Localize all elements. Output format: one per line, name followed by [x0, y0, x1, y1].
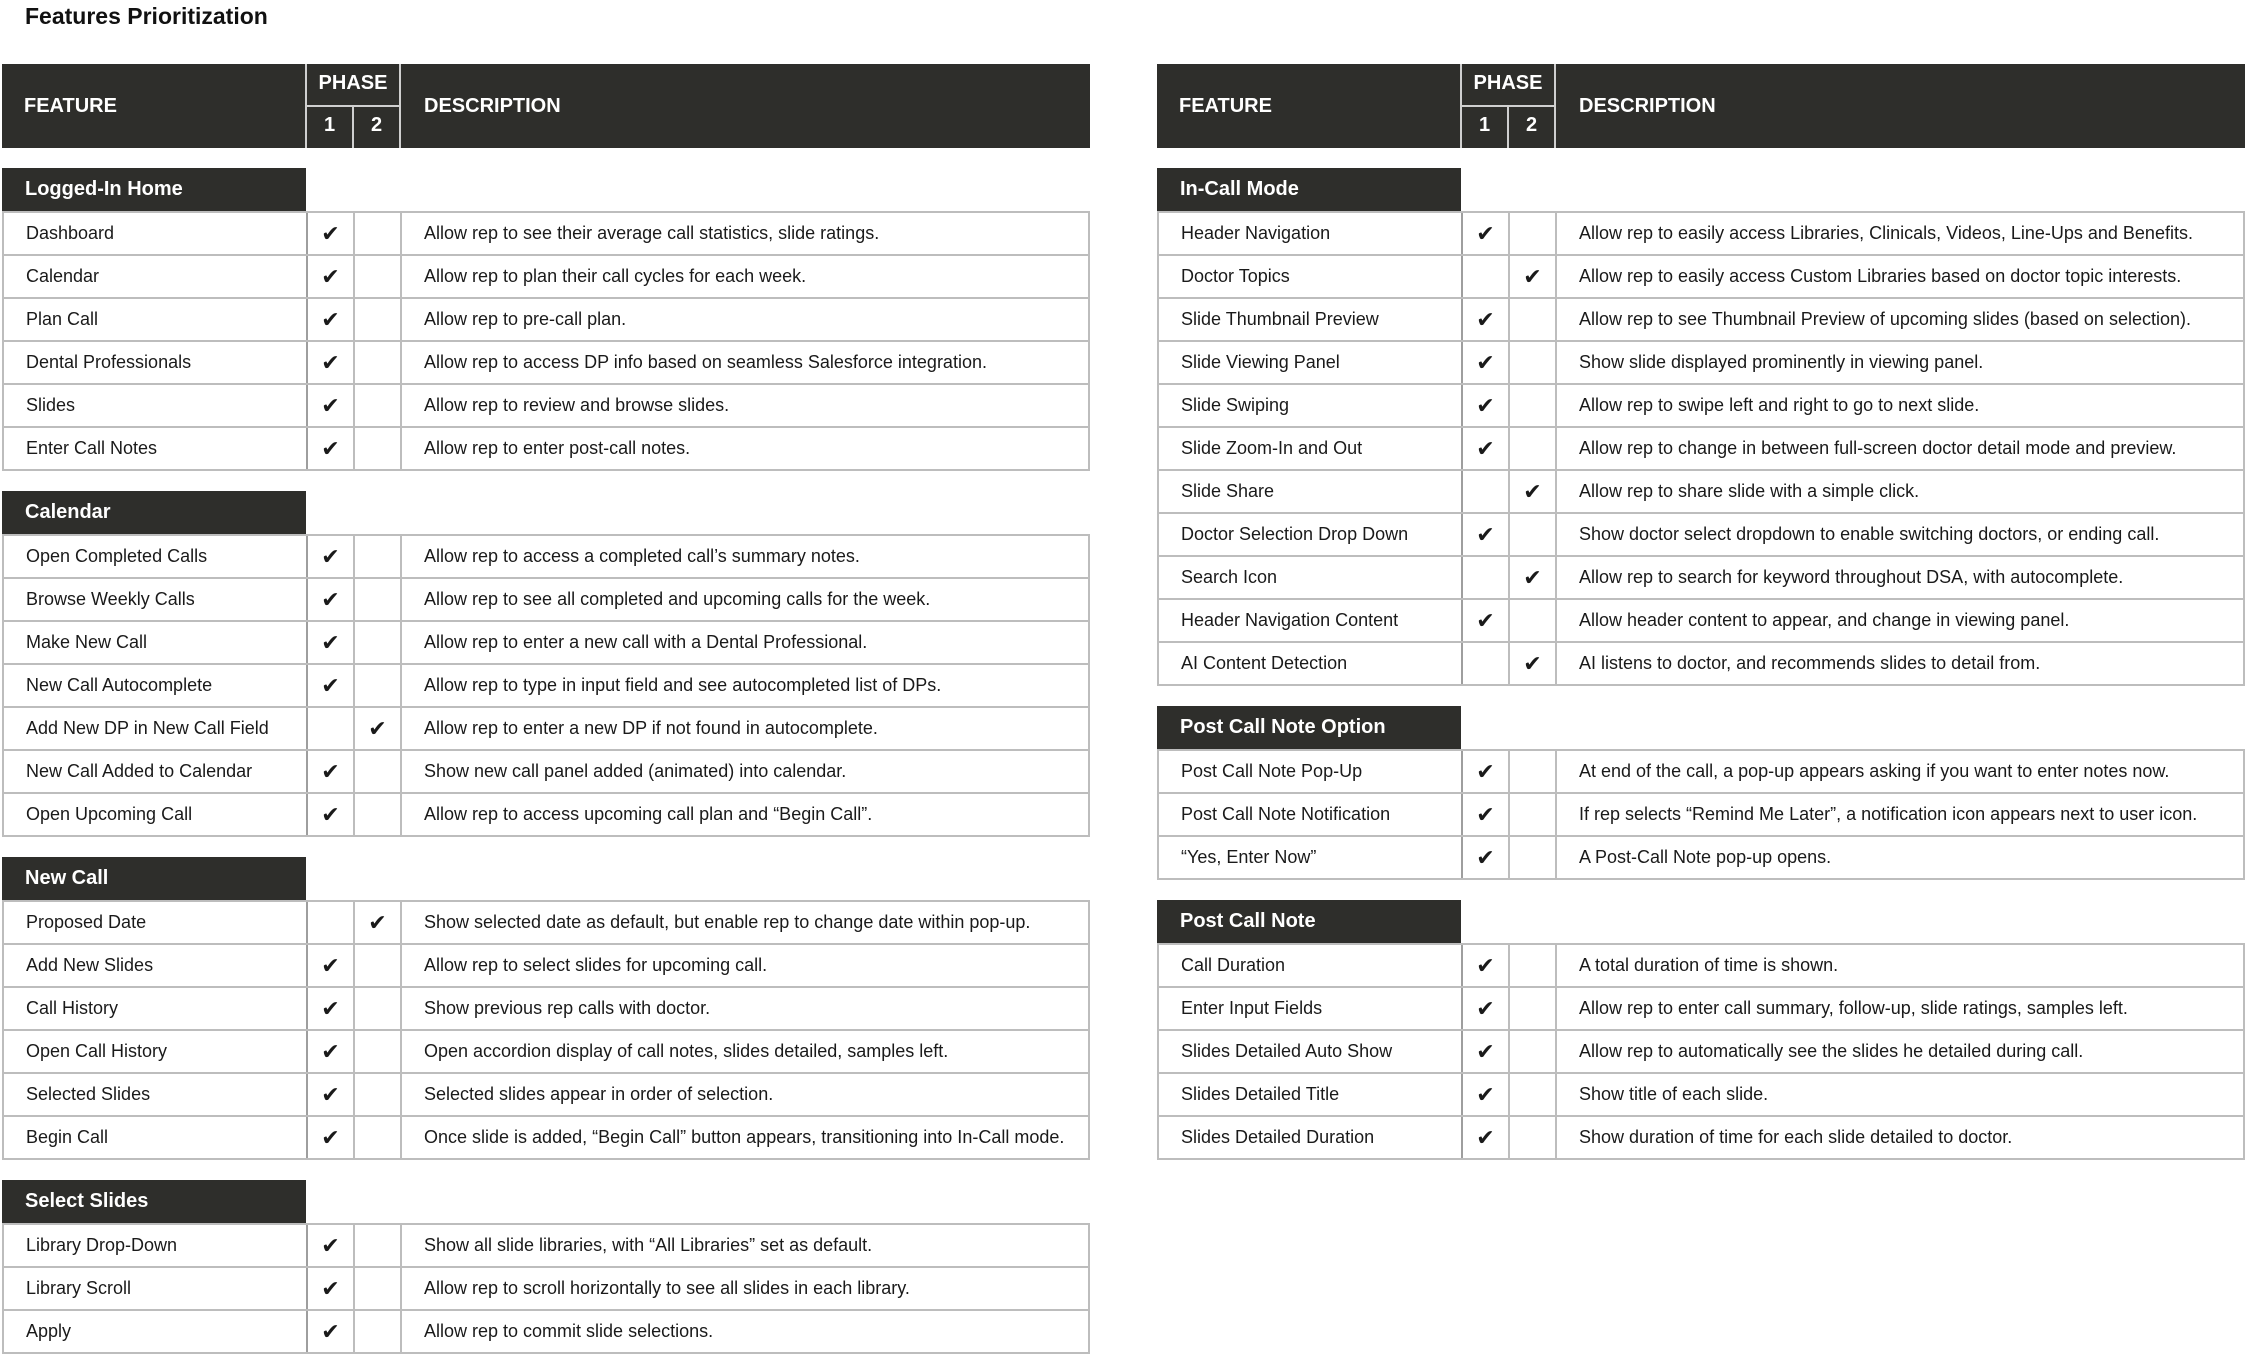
table-row	[1159, 1074, 2243, 1117]
table-row	[4, 213, 1088, 256]
description-cell: Allow header content to appear, and change in viewing panel.	[1579, 610, 2070, 630]
feature-cell: Call Duration	[1159, 945, 1463, 986]
phase-1-check	[1463, 557, 1510, 598]
section-rows	[2, 534, 1090, 837]
phase-2-check	[1510, 1117, 1557, 1158]
phase-1-check: ✔	[1463, 213, 1510, 254]
feature-cell: New Call Autocomplete	[4, 665, 308, 706]
phase-2-check: ✔	[355, 902, 402, 943]
phase-1-check: ✔	[308, 342, 355, 383]
feature-cell: Open Completed Calls	[4, 536, 308, 577]
sections-left	[2, 168, 1090, 1354]
phase-1-check: ✔	[1463, 1031, 1510, 1072]
table-row	[4, 428, 1088, 469]
header-divider	[352, 106, 354, 148]
phase-1-check: ✔	[308, 665, 355, 706]
phase-2-check	[355, 1031, 402, 1072]
phase-1-check	[1463, 471, 1510, 512]
phase-1-check: ✔	[1463, 837, 1510, 878]
feature-cell: Call History	[4, 988, 308, 1029]
table-row	[4, 945, 1088, 988]
table-row	[1159, 299, 2243, 342]
table-row	[4, 665, 1088, 708]
sections-right	[1157, 168, 2245, 1160]
section	[2, 1180, 1090, 1354]
table-row	[1159, 471, 2243, 514]
phase-2-check	[355, 299, 402, 340]
phase-2-check	[355, 1225, 402, 1266]
phase-2-check	[1510, 428, 1557, 469]
header-divider	[1507, 106, 1509, 148]
section	[2, 491, 1090, 837]
description-cell: Show new call panel added (animated) into calendar.	[424, 761, 847, 781]
feature-cell: Header Navigation Content	[1159, 600, 1463, 641]
phase-2-check	[355, 988, 402, 1029]
feature-cell: Slides Detailed Auto Show	[1159, 1031, 1463, 1072]
feature-cell: “Yes, Enter Now”	[1159, 837, 1463, 878]
feature-cell: Make New Call	[4, 622, 308, 663]
description-cell: Allow rep to change in between full-screen doctor detail mode and preview.	[1579, 438, 2177, 458]
description-cell: Allow rep to swipe left and right to go to next slide.	[1579, 395, 1980, 415]
header-description: DESCRIPTION	[424, 95, 561, 117]
table-header	[2, 64, 1090, 148]
phase-2-check: ✔	[355, 708, 402, 749]
section-rows	[2, 900, 1090, 1160]
description-cell: Allow rep to type in input field and see autocompleted list of DPs.	[424, 675, 942, 695]
table-row	[4, 342, 1088, 385]
description-cell: Allow rep to enter a new call with a Dental Professional.	[424, 632, 868, 652]
phase-1-check: ✔	[308, 299, 355, 340]
feature-cell: Slide Thumbnail Preview	[1159, 299, 1463, 340]
description-cell: Allow rep to access a completed call’s summary notes.	[424, 546, 860, 566]
section-rows	[2, 1223, 1090, 1354]
table-row	[4, 256, 1088, 299]
description-cell: Selected slides appear in order of selection.	[424, 1084, 774, 1104]
table-header	[1157, 64, 2245, 148]
phase-2-check: ✔	[1510, 256, 1557, 297]
phase-2-check	[355, 536, 402, 577]
description-cell: Allow rep to automatically see the slides he detailed during call.	[1579, 1041, 2084, 1061]
description-cell: Allow rep to see Thumbnail Preview of upcoming slides (based on selection).	[1579, 309, 2191, 329]
feature-cell: New Call Added to Calendar	[4, 751, 308, 792]
phase-1-check: ✔	[308, 536, 355, 577]
phase-2-check	[355, 945, 402, 986]
description-cell: Allow rep to plan their call cycles for each week.	[424, 266, 807, 286]
description-cell: Allow rep to share slide with a simple click.	[1579, 481, 1920, 501]
description-cell: Allow rep to see all completed and upcoming calls for the week.	[424, 589, 931, 609]
phase-1-check: ✔	[308, 1031, 355, 1072]
phase-2-check	[1510, 600, 1557, 641]
phase-2-check	[1510, 988, 1557, 1029]
phase-1-check: ✔	[308, 751, 355, 792]
description-cell: Show all slide libraries, with “All Libraries” set as default.	[424, 1235, 873, 1255]
phase-2-check	[1510, 1031, 1557, 1072]
right-column	[1157, 64, 2245, 1160]
phase-2-check	[355, 622, 402, 663]
description-cell: Allow rep to review and browse slides.	[424, 395, 730, 415]
section-title: Post Call Note	[1157, 900, 1461, 943]
description-cell: Allow rep to easily access Libraries, Clinicals, Videos, Line-Ups and Benefits.	[1579, 223, 2193, 243]
table-row	[4, 708, 1088, 751]
feature-cell: Slide Zoom-In and Out	[1159, 428, 1463, 469]
phase-2-check	[355, 1311, 402, 1352]
feature-cell: Calendar	[4, 256, 308, 297]
description-cell: Show doctor select dropdown to enable switching doctors, or ending call.	[1579, 524, 2160, 544]
phase-1-check: ✔	[1463, 794, 1510, 835]
phase-2-check	[1510, 213, 1557, 254]
phase-1-check: ✔	[308, 794, 355, 835]
feature-cell: Dental Professionals	[4, 342, 308, 383]
phase-1-check: ✔	[308, 945, 355, 986]
feature-cell: Library Scroll	[4, 1268, 308, 1309]
description-cell: Show selected date as default, but enable rep to change date within pop-up.	[424, 912, 1031, 932]
phase-1-check: ✔	[1463, 299, 1510, 340]
table-row	[1159, 428, 2243, 471]
phase-2-check	[355, 213, 402, 254]
header-phase: PHASE	[1473, 72, 1543, 94]
description-cell: Show title of each slide.	[1579, 1084, 1769, 1104]
section	[1157, 900, 2245, 1160]
feature-cell: Header Navigation	[1159, 213, 1463, 254]
feature-cell: Post Call Note Notification	[1159, 794, 1463, 835]
description-cell: Allow rep to commit slide selections.	[424, 1321, 714, 1341]
phase-2-check	[355, 256, 402, 297]
phase-2-check	[355, 1117, 402, 1158]
description-cell: Allow rep to enter post-call notes.	[424, 438, 691, 458]
phase-2-check: ✔	[1510, 557, 1557, 598]
section-rows	[1157, 943, 2245, 1160]
phase-1-check: ✔	[1463, 385, 1510, 426]
phase-2-check	[355, 1074, 402, 1115]
phase-1-check	[1463, 256, 1510, 297]
phase-1-check	[308, 708, 355, 749]
table-row	[4, 536, 1088, 579]
phase-2-check	[355, 1268, 402, 1309]
header-feature: FEATURE	[24, 95, 117, 117]
phase-1-check: ✔	[1463, 600, 1510, 641]
section-title: Logged-In Home	[2, 168, 306, 211]
phase-1-check: ✔	[308, 1074, 355, 1115]
phase-1-check: ✔	[308, 579, 355, 620]
description-cell: Allow rep to search for keyword throughout DSA, with autocomplete.	[1579, 567, 2124, 587]
table-row	[4, 622, 1088, 665]
table-row	[1159, 557, 2243, 600]
phase-1-check: ✔	[308, 213, 355, 254]
phase-1-check: ✔	[1463, 1117, 1510, 1158]
phase-2-check	[355, 751, 402, 792]
description-cell: If rep selects “Remind Me Later”, a notification icon appears next to user icon.	[1579, 804, 2198, 824]
table-row	[1159, 256, 2243, 299]
description-cell: Allow rep to access DP info based on seamless Salesforce integration.	[424, 352, 987, 372]
phase-2-check	[1510, 342, 1557, 383]
phase-1-check: ✔	[308, 1225, 355, 1266]
phase-2-check	[355, 385, 402, 426]
table-row	[4, 1117, 1088, 1158]
description-cell: Show duration of time for each slide detailed to doctor.	[1579, 1127, 2013, 1147]
table-row	[1159, 213, 2243, 256]
phase-2-check	[355, 794, 402, 835]
table-row	[4, 385, 1088, 428]
phase-2-check	[1510, 945, 1557, 986]
phase-1-check	[308, 902, 355, 943]
section-title: Calendar	[2, 491, 306, 534]
table-row	[4, 794, 1088, 835]
page-title: Features Prioritization	[25, 3, 268, 29]
table-row	[1159, 514, 2243, 557]
table-row	[1159, 385, 2243, 428]
feature-cell: Doctor Selection Drop Down	[1159, 514, 1463, 555]
phase-1-check: ✔	[308, 256, 355, 297]
phase-1-check: ✔	[1463, 514, 1510, 555]
header-divider	[1461, 105, 1555, 107]
phase-1-check: ✔	[1463, 988, 1510, 1029]
phase-1-check: ✔	[1463, 342, 1510, 383]
section-title: Select Slides	[2, 1180, 306, 1223]
section-title: Post Call Note Option	[1157, 706, 1461, 749]
phase-1-check: ✔	[308, 1268, 355, 1309]
phase-2-check	[355, 665, 402, 706]
feature-cell: Enter Input Fields	[1159, 988, 1463, 1029]
phase-1-check: ✔	[1463, 945, 1510, 986]
header-description: DESCRIPTION	[1579, 95, 1716, 117]
description-cell: At end of the call, a pop-up appears asking if you want to enter notes now.	[1579, 761, 2170, 781]
description-cell: AI listens to doctor, and recommends slides to detail from.	[1579, 653, 2041, 673]
description-cell: Allow rep to see their average call statistics, slide ratings.	[424, 223, 880, 243]
description-cell: Allow rep to select slides for upcoming call.	[424, 955, 768, 975]
feature-cell: Open Upcoming Call	[4, 794, 308, 835]
table-row	[1159, 988, 2243, 1031]
table-row	[1159, 837, 2243, 878]
feature-cell: Post Call Note Pop-Up	[1159, 751, 1463, 792]
feature-cell: Slide Share	[1159, 471, 1463, 512]
table-row	[1159, 945, 2243, 988]
phase-1-check: ✔	[1463, 751, 1510, 792]
table-row	[4, 1268, 1088, 1311]
phase-1-check: ✔	[1463, 428, 1510, 469]
feature-cell: Slides Detailed Title	[1159, 1074, 1463, 1115]
feature-cell: Apply	[4, 1311, 308, 1352]
table-row	[4, 299, 1088, 342]
section-rows	[1157, 749, 2245, 880]
feature-cell: Slides	[4, 385, 308, 426]
section-rows	[1157, 211, 2245, 686]
table-row	[1159, 751, 2243, 794]
phase-2-check: ✔	[1510, 471, 1557, 512]
phase-2-check	[1510, 385, 1557, 426]
phase-1-check: ✔	[308, 1117, 355, 1158]
phase-1-check: ✔	[308, 1311, 355, 1352]
table-row	[4, 1225, 1088, 1268]
description-cell: Allow rep to pre-call plan.	[424, 309, 627, 329]
table-row	[1159, 600, 2243, 643]
section	[1157, 168, 2245, 686]
phase-2-check	[1510, 514, 1557, 555]
table-row	[4, 902, 1088, 945]
phase-2-check	[1510, 837, 1557, 878]
section-rows	[2, 211, 1090, 471]
description-cell: Allow rep to easily access Custom Libraries based on doctor topic interests.	[1579, 266, 2182, 286]
phase-2-check	[1510, 1074, 1557, 1115]
feature-cell: Enter Call Notes	[4, 428, 308, 469]
header-phase-1: 1	[323, 114, 336, 136]
feature-cell: Plan Call	[4, 299, 308, 340]
phase-2-check	[355, 428, 402, 469]
table-row	[4, 1074, 1088, 1117]
header-divider	[306, 105, 400, 107]
feature-cell: Library Drop-Down	[4, 1225, 308, 1266]
description-cell: Allow rep to enter call summary, follow-up, slide ratings, samples left.	[1579, 998, 2128, 1018]
header-feature: FEATURE	[1179, 95, 1272, 117]
feature-cell: Slides Detailed Duration	[1159, 1117, 1463, 1158]
section	[1157, 706, 2245, 880]
table-row	[4, 1031, 1088, 1074]
phase-2-check	[1510, 299, 1557, 340]
header-phase-2: 2	[370, 114, 383, 136]
phase-1-check	[1463, 643, 1510, 684]
phase-1-check: ✔	[308, 988, 355, 1029]
phase-2-check	[1510, 794, 1557, 835]
feature-cell: Begin Call	[4, 1117, 308, 1158]
description-cell: Allow rep to enter a new DP if not found in autocomplete.	[424, 718, 878, 738]
feature-cell: Slide Viewing Panel	[1159, 342, 1463, 383]
phase-2-check	[355, 579, 402, 620]
header-phase-2: 2	[1525, 114, 1538, 136]
description-cell: Show previous rep calls with doctor.	[424, 998, 711, 1018]
phase-1-check: ✔	[308, 385, 355, 426]
section-title: In-Call Mode	[1157, 168, 1461, 211]
table-row	[4, 1311, 1088, 1352]
description-cell: A Post-Call Note pop-up opens.	[1579, 847, 1832, 867]
feature-cell: Add New Slides	[4, 945, 308, 986]
table-row	[1159, 1117, 2243, 1158]
header-phase-1: 1	[1478, 114, 1491, 136]
phase-2-check	[355, 342, 402, 383]
table-row	[1159, 794, 2243, 837]
feature-cell: Add New DP in New Call Field	[4, 708, 308, 749]
description-cell: Allow rep to scroll horizontally to see all slides in each library.	[424, 1278, 910, 1298]
table-row	[4, 751, 1088, 794]
description-cell: A total duration of time is shown.	[1579, 955, 1839, 975]
feature-cell: Dashboard	[4, 213, 308, 254]
description-cell: Once slide is added, “Begin Call” button appears, transitioning into In-Call mode.	[424, 1127, 1065, 1147]
phase-2-check	[1510, 751, 1557, 792]
table-row	[4, 988, 1088, 1031]
section	[2, 857, 1090, 1160]
description-cell: Open accordion display of call notes, slides detailed, samples left.	[424, 1041, 949, 1061]
left-column	[2, 64, 1090, 1354]
phase-1-check: ✔	[1463, 1074, 1510, 1115]
feature-cell: Search Icon	[1159, 557, 1463, 598]
table-row	[1159, 1031, 2243, 1074]
description-cell: Show slide displayed prominently in viewing panel.	[1579, 352, 1984, 372]
feature-cell: Slide Swiping	[1159, 385, 1463, 426]
section	[2, 168, 1090, 471]
phase-1-check: ✔	[308, 428, 355, 469]
feature-cell: Proposed Date	[4, 902, 308, 943]
feature-cell: Browse Weekly Calls	[4, 579, 308, 620]
feature-cell: AI Content Detection	[1159, 643, 1463, 684]
feature-cell: Selected Slides	[4, 1074, 308, 1115]
table-row	[4, 579, 1088, 622]
header-phase: PHASE	[318, 72, 388, 94]
section-title: New Call	[2, 857, 306, 900]
table-row	[1159, 643, 2243, 684]
feature-cell: Doctor Topics	[1159, 256, 1463, 297]
table-row	[1159, 342, 2243, 385]
phase-1-check: ✔	[308, 622, 355, 663]
feature-cell: Open Call History	[4, 1031, 308, 1072]
description-cell: Allow rep to access upcoming call plan and “Begin Call”.	[424, 804, 873, 824]
phase-2-check: ✔	[1510, 643, 1557, 684]
